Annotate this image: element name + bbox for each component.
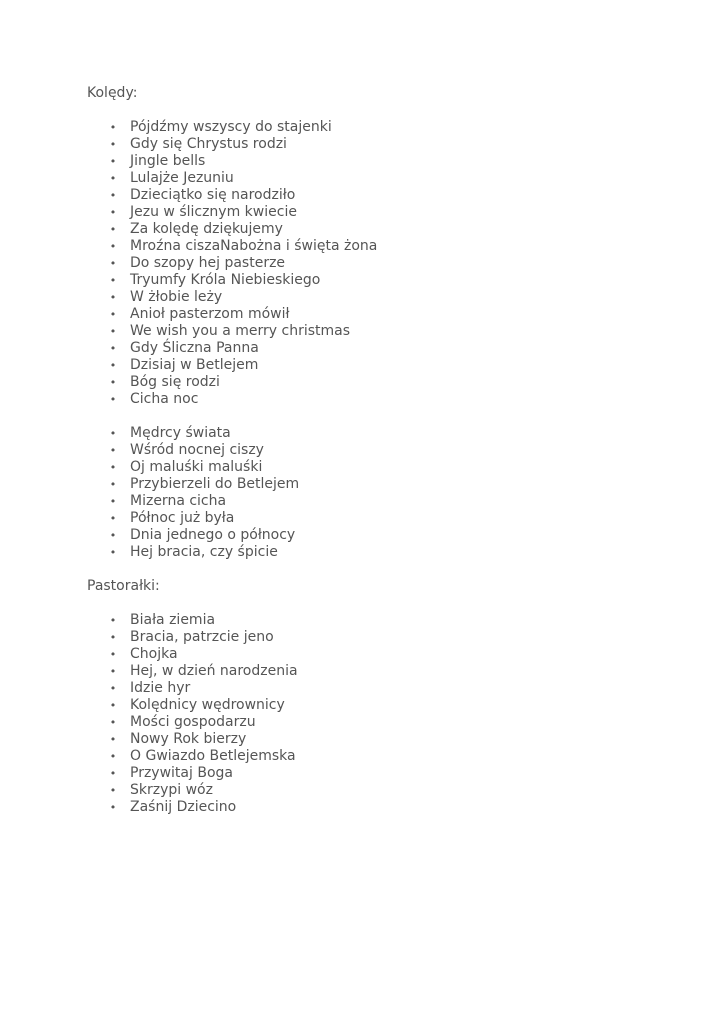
list-item-text: Dnia jednego o północy bbox=[130, 527, 296, 543]
bullet-icon: • bbox=[109, 648, 117, 661]
list-item-text: Przywitaj Boga bbox=[130, 765, 233, 781]
list-item-text: Dzieciątko się narodziło bbox=[130, 187, 296, 203]
bullet-icon: • bbox=[109, 189, 117, 202]
bullet-icon: • bbox=[109, 682, 117, 695]
koledy-heading: Kolędy: bbox=[87, 85, 138, 101]
koledy-list-b bbox=[87, 425, 687, 561]
list-item-text: Za kolędę dziękujemy bbox=[130, 221, 283, 237]
bullet-icon: • bbox=[109, 444, 117, 457]
koledy-list-a bbox=[87, 119, 687, 408]
list-item bbox=[87, 629, 687, 646]
list-item-text: Mizerna cicha bbox=[130, 493, 227, 509]
list-item bbox=[87, 782, 687, 799]
pastoralki-list bbox=[87, 612, 687, 816]
list-item bbox=[87, 680, 687, 697]
bullet-icon: • bbox=[109, 529, 117, 542]
bullet-icon: • bbox=[109, 699, 117, 712]
bullet-icon: • bbox=[109, 291, 117, 304]
bullet-icon: • bbox=[109, 274, 117, 287]
bullet-icon: • bbox=[109, 325, 117, 338]
bullet-icon: • bbox=[109, 478, 117, 491]
bullet-icon: • bbox=[109, 376, 117, 389]
list-item bbox=[87, 272, 687, 289]
list-item bbox=[87, 510, 687, 527]
list-item-text: Nowy Rok bierzy bbox=[130, 731, 247, 747]
bullet-icon: • bbox=[109, 172, 117, 185]
list-item-text: W żłobie leży bbox=[130, 289, 223, 305]
list-item-text: We wish you a merry christmas bbox=[130, 323, 351, 339]
list-item-text: Anioł pasterzom mówił bbox=[130, 306, 290, 322]
list-item-text: Hej, w dzień narodzenia bbox=[130, 663, 298, 679]
bullet-icon: • bbox=[109, 121, 117, 134]
bullet-icon: • bbox=[109, 138, 117, 151]
list-item bbox=[87, 544, 687, 561]
list-item bbox=[87, 306, 687, 323]
list-item-text: Bracia, patrzcie jeno bbox=[130, 629, 274, 645]
bullet-icon: • bbox=[109, 240, 117, 253]
bullet-icon: • bbox=[109, 155, 117, 168]
list-item-text: Idzie hyr bbox=[130, 680, 191, 696]
list-item-text: Oj maluśki maluśki bbox=[130, 459, 263, 475]
list-item-text: Północ już była bbox=[130, 510, 235, 526]
list-item-text: Gdy się Chrystus rodzi bbox=[130, 136, 287, 152]
list-item bbox=[87, 663, 687, 680]
bullet-icon: • bbox=[109, 546, 117, 559]
bullet-icon: • bbox=[109, 206, 117, 219]
bullet-icon: • bbox=[109, 767, 117, 780]
list-item bbox=[87, 340, 687, 357]
list-item bbox=[87, 731, 687, 748]
list-item-text: Jezu w ślicznym kwiecie bbox=[130, 204, 297, 220]
list-item-text: Jingle bells bbox=[130, 153, 206, 169]
list-item bbox=[87, 374, 687, 391]
list-item bbox=[87, 765, 687, 782]
list-item bbox=[87, 170, 687, 187]
bullet-icon: • bbox=[109, 733, 117, 746]
list-item bbox=[87, 119, 687, 136]
bullet-icon: • bbox=[109, 342, 117, 355]
list-item bbox=[87, 527, 687, 544]
list-item bbox=[87, 153, 687, 170]
list-item-text: Dzisiaj w Betlejem bbox=[130, 357, 259, 373]
list-item bbox=[87, 612, 687, 629]
list-item bbox=[87, 646, 687, 663]
list-item-text: Hej bracia, czy śpicie bbox=[130, 544, 278, 560]
list-item-text: Wśród nocnej ciszy bbox=[130, 442, 264, 458]
list-item bbox=[87, 204, 687, 221]
list-item-text: Mędrcy świata bbox=[130, 425, 231, 441]
list-item-text: Skrzypi wóz bbox=[130, 782, 213, 798]
list-item bbox=[87, 476, 687, 493]
bullet-icon: • bbox=[109, 784, 117, 797]
bullet-icon: • bbox=[109, 716, 117, 729]
bullet-icon: • bbox=[109, 801, 117, 814]
list-item bbox=[87, 425, 687, 442]
document-page bbox=[87, 85, 687, 816]
pastoralki-heading: Pastorałki: bbox=[87, 578, 160, 594]
bullet-icon: • bbox=[109, 257, 117, 270]
bullet-icon: • bbox=[109, 665, 117, 678]
bullet-icon: • bbox=[109, 614, 117, 627]
bullet-icon: • bbox=[109, 750, 117, 763]
bullet-icon: • bbox=[109, 359, 117, 372]
list-item bbox=[87, 391, 687, 408]
list-item bbox=[87, 323, 687, 340]
bullet-icon: • bbox=[109, 427, 117, 440]
bullet-icon: • bbox=[109, 461, 117, 474]
list-item-text: Cicha noc bbox=[130, 391, 199, 407]
list-item-text: Przybierzeli do Betlejem bbox=[130, 476, 300, 492]
list-item-text: Lulajże Jezuniu bbox=[130, 170, 234, 186]
list-item-text: Gdy Śliczna Panna bbox=[130, 340, 259, 356]
bullet-icon: • bbox=[109, 512, 117, 525]
list-item-text: Tryumfy Króla Niebieskiego bbox=[130, 272, 321, 288]
list-item bbox=[87, 697, 687, 714]
list-item bbox=[87, 799, 687, 816]
list-item-text: Kolędnicy wędrownicy bbox=[130, 697, 285, 713]
list-item bbox=[87, 136, 687, 153]
bullet-icon: • bbox=[109, 223, 117, 236]
list-item-text: Mroźna ciszaNabożna i święta żona bbox=[130, 238, 378, 254]
list-item-text: Pójdźmy wszyscy do stajenki bbox=[130, 119, 332, 135]
list-item bbox=[87, 442, 687, 459]
list-item bbox=[87, 221, 687, 238]
list-item-text: O Gwiazdo Betlejemska bbox=[130, 748, 296, 764]
list-item bbox=[87, 187, 687, 204]
list-item bbox=[87, 357, 687, 374]
list-item bbox=[87, 255, 687, 272]
list-item bbox=[87, 238, 687, 255]
bullet-icon: • bbox=[109, 308, 117, 321]
bullet-icon: • bbox=[109, 631, 117, 644]
list-item bbox=[87, 748, 687, 765]
list-item-text: Chojka bbox=[130, 646, 178, 662]
list-item-text: Bóg się rodzi bbox=[130, 374, 220, 390]
list-item-text: Biała ziemia bbox=[130, 612, 216, 628]
bullet-icon: • bbox=[109, 495, 117, 508]
list-item-text: Mości gospodarzu bbox=[130, 714, 256, 730]
list-item bbox=[87, 289, 687, 306]
list-item-text: Do szopy hej pasterze bbox=[130, 255, 286, 271]
bullet-icon: • bbox=[109, 393, 117, 406]
list-item bbox=[87, 493, 687, 510]
list-item bbox=[87, 714, 687, 731]
list-item bbox=[87, 459, 687, 476]
list-item-text: Zaśnij Dziecino bbox=[130, 799, 237, 815]
